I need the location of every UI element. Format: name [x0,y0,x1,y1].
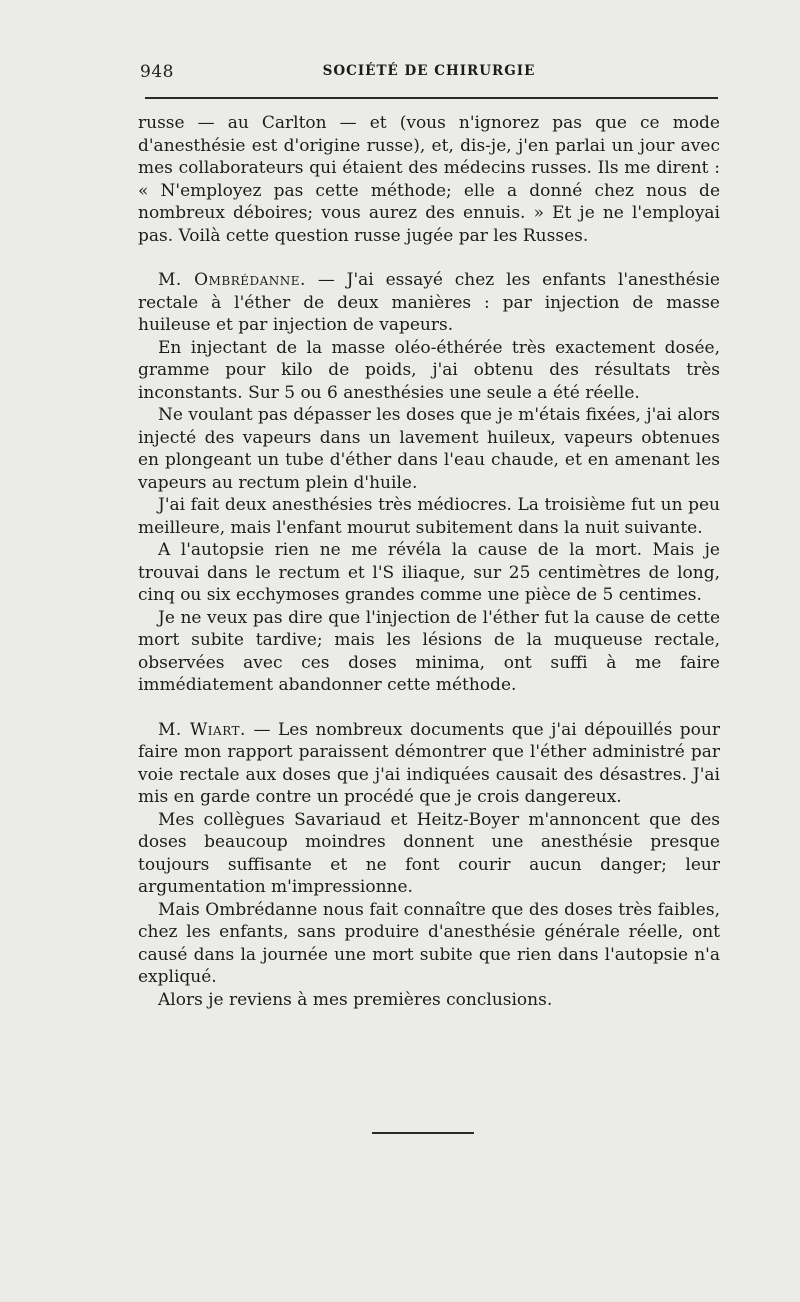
end-rule [372,1132,474,1134]
running-title: SOCIÉTÉ DE CHIRURGIE [322,63,536,79]
paragraph: Alors je reviens à mes premières conclusions. [158,989,553,1010]
speech-ombredanne [138,269,720,337]
page-number: 948 [140,62,174,82]
paragraph: A l'autopsie rien ne me révéla la cause de la mort. Mais je trouvai dans le rectum et l'S iliaque, sur 25 centimètres de long, cinq ou six ecchymoses grandes comme une pièce de 5 centimes. [138,540,720,605]
header-rule [145,97,718,99]
paragraph: Je ne veux pas dire que l'injection de l'éther fut la cause de cette mort subite tardive; mais les lésions de la muqueuse rectale, observées avec ces doses minima, ont suffi à me faire immédiatement abandonner cette méthode. [138,607,720,695]
paragraph: russe — au Carlton — et (vous n'ignorez pas que ce mode d'anesthésie est d'origine russe), et, dis-je, j'en parlai un jour avec mes collaborateurs qui étaient des médecins russes. Ils me dirent : « N'employez pas cette méthode; elle a donné chez nous de nombreux déboires; vous aurez des ennuis. » Et je ne l'employai pas. Voilà cette question russe jugée par les Russes. [138,113,720,246]
speaker-name: M. Wiart. [158,719,246,740]
speech-wiart [138,719,720,809]
paragraph: — Les nombreux documents que j'ai dépouillés pour faire mon rapport paraissent démontrer que l'éther administré par voie rectale aux doses que j'ai indiquées causait des désastres. J'ai mis en garde contre un procédé que je crois dangereux. [138,719,720,807]
paragraph: Mes collègues Savariaud et Heitz-Boyer m'annoncent que des doses beaucoup moindres donnent une anesthésie presque toujours suffisante et ne font courir aucun danger; leur argumentation m'impressionne. [138,809,720,897]
paragraph: Mais Ombrédanne nous fait connaître que des doses très faibles, chez les enfants, sans produire d'anesthésie générale réelle, ont causé dans la journée une mort subite que rien dans l'autopsie n'a expliqué. [138,899,720,987]
page-header [140,58,718,88]
speaker-name: M. Ombrédanne. [158,270,306,290]
paragraph: Ne voulant pas dépasser les doses que je m'étais fixées, j'ai alors injecté des vapeurs dans un lavement huileux, vapeurs obtenues en plongeant un tube d'éther dans l'eau chaude, et en amenant les vapeurs au rectum plein d'huile. [138,405,720,493]
paragraph: J'ai fait deux anesthésies très médiocres. La troisième fut un peu meilleure, mais l'enfant mourut subitement dans la nuit suivante. [138,495,720,538]
body-text [138,112,720,1011]
paragraph: En injectant de la masse oléo-éthérée très exactement dosée, gramme pour kilo de poids, j'ai obtenu des résultats très inconstants. Sur 5 ou 6 anesthésies une seule a été réelle. [138,337,720,403]
paragraph: — J'ai essayé chez les enfants l'anesthésie rectale à l'éther de deux manières : par injection de masse huileuse et par injection de vapeurs. [138,270,720,335]
